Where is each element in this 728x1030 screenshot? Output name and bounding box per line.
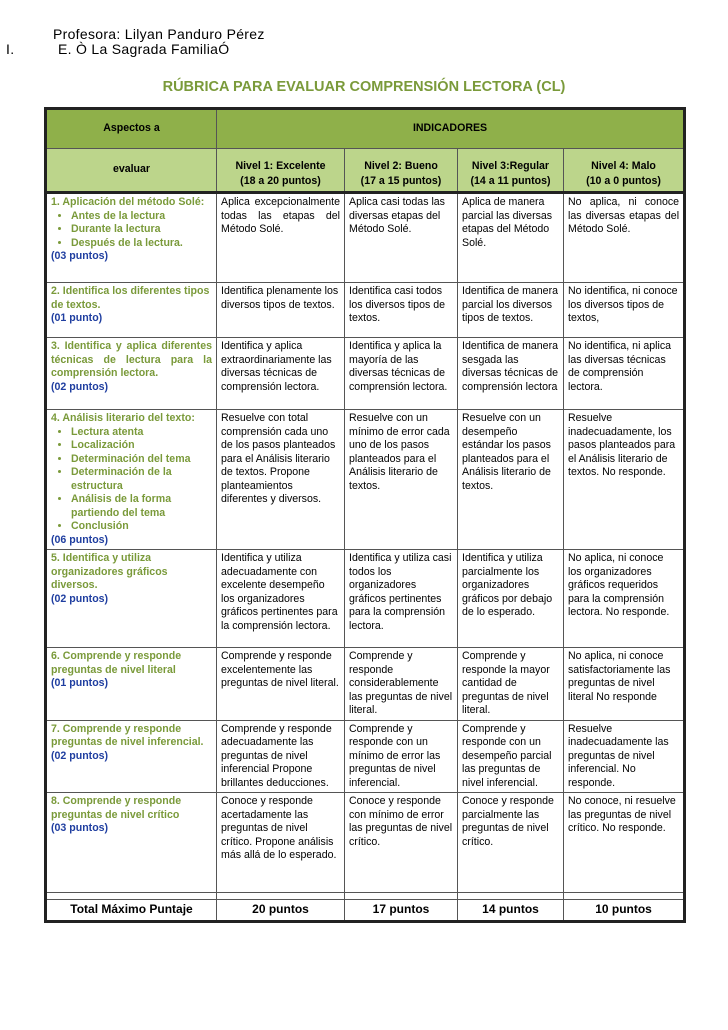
level-4-cell: No conoce, ni resuelve las preguntas de nivel crítico. No responde. xyxy=(564,793,685,893)
aspect-cell xyxy=(46,283,217,338)
level-2-cell: Resuelve con un mínimo de error cada uno de los pasos planteados para el Análisis literario de textos. xyxy=(345,410,458,550)
level-2-cell: Aplica casi todas las diversas etapas del Método Solé. xyxy=(345,193,458,283)
level-3-cell: Comprende y responde la mayor cantidad de preguntas de nivel literal. xyxy=(458,648,564,721)
aspect-points: (01 puntos) xyxy=(51,677,109,689)
aspect-bullet: • Lectura atenta xyxy=(71,426,212,440)
school-number: I. xyxy=(6,41,15,57)
aspect-points: (02 puntos) xyxy=(51,380,109,393)
aspect-header-top: Aspectos a xyxy=(46,109,217,149)
level-2-cell: Comprende y responde considerablemente las preguntas de nivel literal. xyxy=(345,648,458,721)
total-label: Total Máximo Puntaje xyxy=(46,900,217,922)
aspect-points: (06 puntos) xyxy=(51,533,109,546)
aspect-bullet-list xyxy=(51,210,212,251)
aspect-text: 7. Comprende y responde preguntas de nivel inferencial. xyxy=(51,722,204,748)
aspect-points: (02 puntos) xyxy=(51,592,109,605)
aspect-cell xyxy=(46,193,217,283)
level-1-cell: Comprende y responde excelentemente las preguntas de nivel literal. xyxy=(217,648,345,721)
level-1-cell: Identifica plenamente los diversos tipos de textos. xyxy=(217,283,345,338)
aspect-bullet-list xyxy=(51,426,212,534)
level-3-cell: Resuelve con un desempeño estándar los pasos planteados para el Análisis literario de textos. xyxy=(458,410,564,550)
total-level-4: 10 puntos xyxy=(564,900,685,922)
aspect-text: 3. Identifica y aplica diferentes técnicas de lectura para la comprensión lectora. xyxy=(51,340,212,379)
spacer-cell xyxy=(564,893,685,900)
level-3-cell: Conoce y responde parcialmente las preguntas de nivel crítico. xyxy=(458,793,564,893)
level-2-cell: Identifica casi todos los diversos tipos de textos. xyxy=(345,283,458,338)
aspect-cell xyxy=(46,793,217,893)
aspect-text: 4. Análisis literario del texto: xyxy=(51,412,195,424)
aspect-bullet: • Determinación del tema xyxy=(71,453,212,467)
aspect-cell xyxy=(46,648,217,721)
level-4-cell: Resuelve inadecuadamente las preguntas de nivel inferencial. No responde. xyxy=(564,720,685,793)
aspect-cell xyxy=(46,338,217,410)
total-level-1: 20 puntos xyxy=(217,900,345,922)
level-3-header: Nivel 3:Regular (14 a 11 puntos) xyxy=(458,149,564,193)
level-4-cell: Resuelve inadecuadamente, los pasos planteados para el Análisis literario de textos. No responde. xyxy=(564,410,685,550)
level-2-header: Nivel 2: Bueno (17 a 15 puntos) xyxy=(345,149,458,193)
level-4-cell: No identifica, ni aplica las diversas técnicas de comprensión lectora. xyxy=(564,338,685,410)
table-row xyxy=(46,283,685,338)
table-header-row xyxy=(46,109,685,149)
table-row xyxy=(46,648,685,721)
level-2-cell: Identifica y utiliza casi todos los organizadores gráficos pertinentes para la comprensión lectora. xyxy=(345,550,458,648)
aspect-bullet: • Determinación de la estructura xyxy=(71,466,212,493)
total-level-2: 17 puntos xyxy=(345,900,458,922)
level-1-cell: Aplica excepcionalmente todas las etapas del Método Solé. xyxy=(217,193,345,283)
document-title: RÚBRICA PARA EVALUAR COMPRENSIÓN LECTORA (CL) xyxy=(162,79,566,95)
aspect-bullet: • Localización xyxy=(71,439,212,453)
level-1-cell: Identifica y aplica extraordinariamente las diversas técnicas de comprensión lectora. xyxy=(217,338,345,410)
spacer-cell xyxy=(345,893,458,900)
aspect-bullet: • Análisis de la forma partiendo del tema xyxy=(71,493,212,520)
level-3-cell: Identifica de manera sesgada las diversas técnicas de comprensión lectora xyxy=(458,338,564,410)
table-row xyxy=(46,720,685,793)
aspect-header-bottom: evaluar xyxy=(46,149,217,193)
aspect-bullet: • Después de la lectura. xyxy=(71,237,212,251)
aspect-points: (03 puntos) xyxy=(51,822,109,834)
table-row xyxy=(46,338,685,410)
aspect-text: 8. Comprende y responde preguntas de nivel crítico xyxy=(51,795,182,821)
school-name: E. Ò La Sagrada FamiliaÓ xyxy=(58,41,230,57)
spacer-cell xyxy=(217,893,345,900)
school-line xyxy=(6,41,229,57)
total-row xyxy=(46,900,685,922)
table-row xyxy=(46,193,685,283)
rubric-table xyxy=(44,107,686,923)
table-row xyxy=(46,550,685,648)
level-3-cell: Aplica de manera parcial las diversas etapas del Método Solé. xyxy=(458,193,564,283)
level-4-cell: No aplica, ni conoce satisfactoriamente las preguntas de nivel literal No responde xyxy=(564,648,685,721)
level-4-cell: No aplica, ni conoce las diversas etapas del Método Solé. xyxy=(564,193,685,283)
level-1-cell: Identifica y utiliza adecuadamente con excelente desempeño los organizadores gráficos pertinentes para la comprensión lectora. xyxy=(217,550,345,648)
level-header-row xyxy=(46,149,685,193)
aspect-bullet: • Antes de la lectura xyxy=(71,210,212,224)
aspect-bullet: • Conclusión xyxy=(71,520,212,534)
level-3-cell: Comprende y responde con un desempeño parcial las preguntas de nivel inferencial. xyxy=(458,720,564,793)
table-row xyxy=(46,793,685,893)
aspect-text: 5. Identifica y utiliza organizadores gráficos diversos. xyxy=(51,552,168,591)
level-2-cell: Identifica y aplica la mayoría de las diversas técnicas de comprensión lectora. xyxy=(345,338,458,410)
level-4-header: Nivel 4: Malo (10 a 0 puntos) xyxy=(564,149,685,193)
spacer-cell xyxy=(46,893,217,900)
level-1-cell: Comprende y responde adecuadamente las preguntas de nivel inferencial Propone brillantes deducciones. xyxy=(217,720,345,793)
level-1-header: Nivel 1: Excelente (18 a 20 puntos) xyxy=(217,149,345,193)
spacer-row xyxy=(46,893,685,900)
total-level-3: 14 puntos xyxy=(458,900,564,922)
level-4-cell: No aplica, ni conoce los organizadores gráficos requeridos para la comprensión lectora. No responde. xyxy=(564,550,685,648)
aspect-cell xyxy=(46,720,217,793)
aspect-cell xyxy=(46,550,217,648)
aspect-points: (01 punto) xyxy=(51,312,103,324)
level-1-cell: Conoce y responde acertadamente las preguntas de nivel crítico. Propone análisis más allá de lo esperado. xyxy=(217,793,345,893)
aspect-text: 6. Comprende y responde preguntas de nivel literal xyxy=(51,650,182,676)
spacer-cell xyxy=(458,893,564,900)
aspect-points: (03 puntos) xyxy=(51,250,109,262)
teacher-name: Profesora: Lilyan Panduro Pérez xyxy=(53,26,265,42)
aspect-text: 2. Identifica los diferentes tipos de textos. xyxy=(51,285,210,311)
aspect-cell xyxy=(46,410,217,550)
level-1-cell: Resuelve con total comprensión cada uno de los pasos planteados para el Análisis literario de textos. Propone planteamientos diferentes y diversos. xyxy=(217,410,345,550)
level-3-cell: Identifica de manera parcial los diversos tipos de textos. xyxy=(458,283,564,338)
level-2-cell: Conoce y responde con mínimo de error las preguntas de nivel crítico. xyxy=(345,793,458,893)
indicators-header: INDICADORES xyxy=(217,109,685,149)
aspect-text: 1. Aplicación del método Solé: xyxy=(51,196,205,208)
level-4-cell: No identifica, ni conoce los diversos tipos de textos, xyxy=(564,283,685,338)
aspect-bullet: • Durante la lectura xyxy=(71,223,212,237)
level-2-cell: Comprende y responde con un mínimo de error las preguntas de nivel inferencial. xyxy=(345,720,458,793)
table-row xyxy=(46,410,685,550)
level-3-cell: Identifica y utiliza parcialmente los organizadores gráficos por debajo de lo esperado. xyxy=(458,550,564,648)
aspect-points: (02 puntos) xyxy=(51,749,109,762)
